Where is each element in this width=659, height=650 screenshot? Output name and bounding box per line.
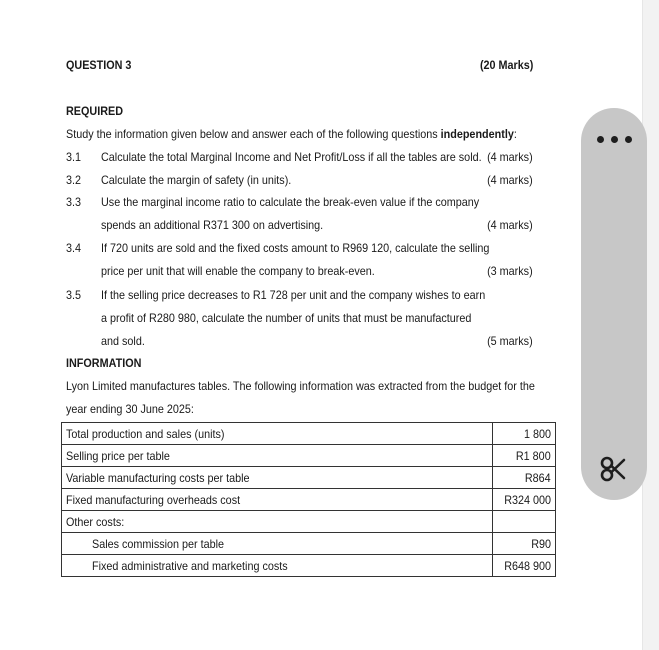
- information-text: Lyon Limited manufactures tables. The following information was extracted from the budget for the: [66, 379, 535, 393]
- table-label: Variable manufacturing costs per table: [66, 470, 250, 485]
- table-value-cell: [493, 489, 556, 511]
- table-value: R90: [531, 536, 551, 551]
- question-text: price per unit that will enable the company to break-even.: [101, 264, 375, 278]
- question-text: If 720 units are sold and the fixed costs amount to R969 120, calculate the selling: [101, 241, 490, 255]
- table-row: [62, 533, 556, 555]
- question-title: QUESTION 3: [66, 58, 132, 72]
- question-marks-item: (3 marks): [487, 264, 533, 278]
- table-value: R324 000: [504, 492, 551, 507]
- table-value: R648 900: [504, 558, 551, 573]
- table-label-cell: [62, 467, 493, 489]
- table-label-cell: [62, 555, 493, 577]
- question-marks: (20 Marks): [479, 58, 533, 72]
- table-row: [62, 423, 556, 445]
- table-row: [62, 511, 556, 533]
- scissors-icon[interactable]: [597, 453, 629, 485]
- table-row: [62, 555, 556, 577]
- table-label-cell: [62, 445, 493, 467]
- required-heading: REQUIRED: [66, 104, 124, 118]
- question-number: 3.3: [66, 195, 82, 209]
- question-number: 3.1: [66, 150, 82, 164]
- question-marks-item: (4 marks): [487, 150, 533, 164]
- question-text: Calculate the margin of safety (in units).: [101, 173, 292, 187]
- question-text: a profit of R280 980, calculate the number of units that must be manufactured: [101, 311, 472, 325]
- table-value: 1 800: [523, 426, 551, 441]
- table-value-cell: [493, 533, 556, 555]
- question-number: 3.4: [66, 241, 82, 255]
- question-marks-item: (5 marks): [487, 334, 533, 348]
- table-value-cell: [493, 423, 556, 445]
- table-value-cell: [493, 555, 556, 577]
- side-toolbar: [581, 108, 647, 500]
- table-value: R1 800: [516, 448, 551, 463]
- table-row: [62, 489, 556, 511]
- dot: [611, 136, 618, 143]
- table-label: Other costs:: [66, 514, 125, 529]
- table-row: [62, 467, 556, 489]
- table-label: Selling price per table: [66, 448, 170, 463]
- intro-bold-text: independently: [440, 127, 514, 141]
- budget-table: [61, 422, 556, 577]
- information-heading: INFORMATION: [66, 356, 142, 370]
- table-value-cell: [493, 467, 556, 489]
- question-text: spends an additional R371 300 on advertising.: [101, 218, 324, 232]
- table-label: Sales commission per table: [92, 536, 225, 551]
- question-text: and sold.: [101, 334, 145, 348]
- table-label: Fixed manufacturing overheads cost: [66, 492, 241, 507]
- table-row: [62, 445, 556, 467]
- question-marks-item: (4 marks): [487, 173, 533, 187]
- question-text: Calculate the total Marginal Income and Net Profit/Loss if all the tables are sold.: [101, 150, 482, 164]
- table-value: R864: [525, 470, 551, 485]
- dot: [597, 136, 604, 143]
- required-intro: [66, 127, 517, 141]
- question-text: Use the marginal income ratio to calculate the break-even value if the company: [101, 195, 480, 209]
- table-value-cell: [493, 511, 556, 533]
- information-text: year ending 30 June 2025:: [66, 402, 194, 416]
- more-horizontal-icon[interactable]: [595, 132, 635, 146]
- question-marks-item: (4 marks): [487, 218, 533, 232]
- table-label: Fixed administrative and marketing costs: [92, 558, 288, 573]
- question-number: 3.2: [66, 173, 82, 187]
- intro-end-text: :: [513, 127, 517, 141]
- table-label-cell: [62, 489, 493, 511]
- table-value-cell: [493, 445, 556, 467]
- dot: [625, 136, 632, 143]
- question-text: If the selling price decreases to R1 728 per unit and the company wishes to earn: [101, 288, 486, 302]
- table-label-cell: [62, 533, 493, 555]
- question-number: 3.5: [66, 288, 82, 302]
- table-label-cell: [62, 511, 493, 533]
- table-label-cell: [62, 423, 493, 445]
- table-label: Total production and sales (units): [66, 426, 225, 441]
- scissors-icon-glyph: [597, 453, 629, 485]
- intro-text: Study the information given below and answer each of the following questions: [66, 127, 441, 141]
